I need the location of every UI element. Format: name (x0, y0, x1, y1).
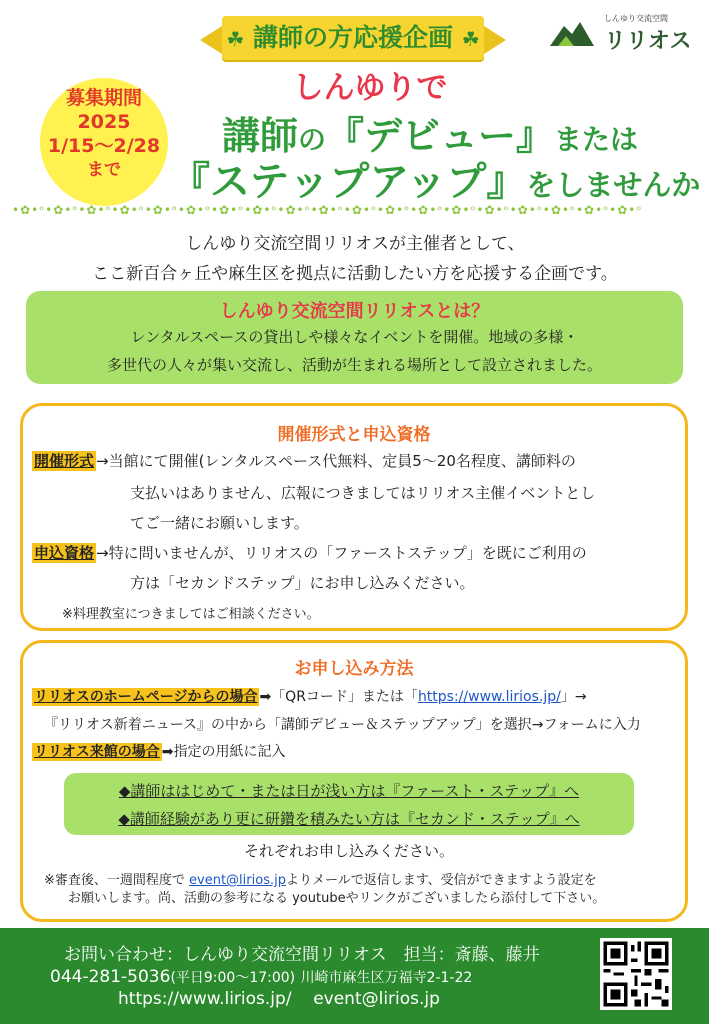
period-range: 1/15〜2/28 (47, 135, 161, 157)
apply-note2: お願いします。尚、活動の参考になる youtubeやリンクがございましたら添付して下さい。 (68, 891, 606, 906)
qr-code-icon[interactable] (600, 938, 672, 1010)
headline-stepup: 『ステップアップ』 (170, 159, 527, 205)
logo-subtitle: しんゆり交流空間 (604, 14, 668, 23)
format-tag: 開催形式 (34, 452, 95, 470)
format-row2 (32, 542, 587, 563)
logo-name: リリオス (604, 29, 692, 54)
eligibility-tag: 申込資格 (34, 544, 95, 562)
email-link[interactable]: event@lirios.jp (189, 873, 286, 888)
banner-ribbon-right (484, 26, 506, 54)
footer-phone[interactable]: 044-281-5036 (50, 967, 171, 987)
arrow-icon: → (96, 544, 109, 562)
lirios-logo-icon (548, 18, 596, 48)
apply-note1 (44, 869, 674, 888)
arrow-icon: → (96, 452, 109, 470)
format-text4: 特に問いませんが、リリオスの「ファーストステップ」を既にご利用の (108, 544, 587, 562)
clover-icon: ☘ (226, 27, 245, 51)
headline-line2 (170, 150, 700, 207)
first-step-line: ◆講師ははじめて・または日が浅い方は『ファースト・ステップ』へ (118, 782, 580, 800)
footer-contact: お問い合わせ：しんゆり交流空間リリオス 担当：斎藤、藤井 (64, 945, 540, 965)
headline-shinyuri: しんゆりで (292, 70, 448, 106)
headline-mataha: または (554, 123, 639, 156)
intro-line1: しんゆり交流空間リリオスが主催者として、 (185, 234, 525, 254)
format-text5: 方は「セカンドステップ」にお申し込みください。 (130, 574, 475, 592)
lirios-url-link[interactable]: https://www.lirios.jp/ (417, 689, 561, 705)
visit-tag: リリオス来館の場合 (34, 744, 160, 760)
headline-debut: 『デビュー』 (326, 114, 555, 158)
apply-row3 (32, 741, 285, 761)
second-step-line: ◆講師経験があり更に研鑽を積みたい方は『セカンド・ステップ』へ (118, 810, 580, 828)
apply-row1 (32, 686, 587, 706)
period-label: 募集期間 (65, 87, 142, 109)
about-line2: 多世代の人々が集い交流し、活動が生まれる場所として設立されました。 (106, 356, 602, 374)
format-text1: 当館にて開催(レンタルスペース代無料、定員5〜20名程度、講師料の (108, 452, 576, 470)
format-row1 (32, 450, 576, 471)
footer-links-row (118, 989, 440, 1009)
footer-hours: (平日9:00〜17:00) (170, 970, 296, 986)
apply-qr-text: 「QRコード」または「 (271, 689, 418, 705)
format-title: 開催形式と申込資格 (277, 425, 431, 445)
headline-koshi: 講師 (222, 114, 299, 158)
banner-ribbon-left (200, 26, 222, 54)
format-text2: 支払いはありません、広報につきましてはリリオス主催イベントとし (130, 484, 596, 502)
format-text3: てご一緒にお願いします。 (130, 514, 309, 532)
period-until: まで (87, 160, 121, 180)
footer-phone-row (50, 967, 472, 987)
about-title: しんゆり交流空間リリオスとは？ (219, 301, 490, 322)
note-text2: よりメールで返信します、受信ができますよう設定を (285, 873, 597, 888)
clover-icon: ☘ (461, 27, 480, 51)
headline-question: をしませんか (526, 168, 701, 202)
intro-line2: ここ新百合ヶ丘や麻生区を拠点に活動したい方を応援する企画です。 (92, 264, 618, 284)
period-text (40, 86, 168, 182)
apply-step2: 『リリオス新着ニュース』の中から「講師デビュー＆ステップアップ」を選択→フォームに入力 (44, 717, 641, 733)
apply-each: それぞれお申し込みください。 (243, 842, 454, 860)
decorative-divider: •✿•ᵒ•✿•ᵒ•✿•ᵒ•✿•ᵒ•✿•ᵒ•✿•ᵒ•✿•ᵒ•✿•ᵒ•✿•ᵒ•✿•ᵒ•✿•ᵒ•✿•ᵒ•✿•ᵒ•✿•ᵒ•✿•ᵒ•✿•ᵒ•✿•ᵒ•✿•ᵒ•✿•ᵒ (12, 203, 643, 217)
format-note: ※料理教室につきましてはご相談ください。 (62, 607, 320, 622)
headline-no: の (298, 123, 327, 156)
period-year: 2025 (77, 111, 131, 133)
note-text: ※審査後、一週間程度で (44, 873, 190, 888)
footer-web-link[interactable]: https://www.lirios.jp/ (118, 989, 292, 1009)
banner-title (222, 18, 484, 54)
footer-address: 川崎市麻生区万福寺2-1-22 (300, 970, 473, 986)
banner-label: 講師の方応援企画 (252, 23, 453, 52)
arrow-icon: ➡ (161, 744, 174, 760)
apply-title: お申し込み方法 (294, 659, 414, 679)
arrow-icon: ➡ (259, 689, 272, 705)
apply-visit-text: 指定の用紙に記入 (173, 744, 286, 760)
about-line1: レンタルスペースの貸出しや様々なイベントを開催。地域の多様・ (130, 328, 579, 346)
footer-mail-link[interactable]: event@lirios.jp (313, 989, 440, 1009)
homepage-tag: リリオスのホームページからの場合 (34, 689, 258, 705)
apply-arrow-text: 」→ (560, 689, 587, 705)
